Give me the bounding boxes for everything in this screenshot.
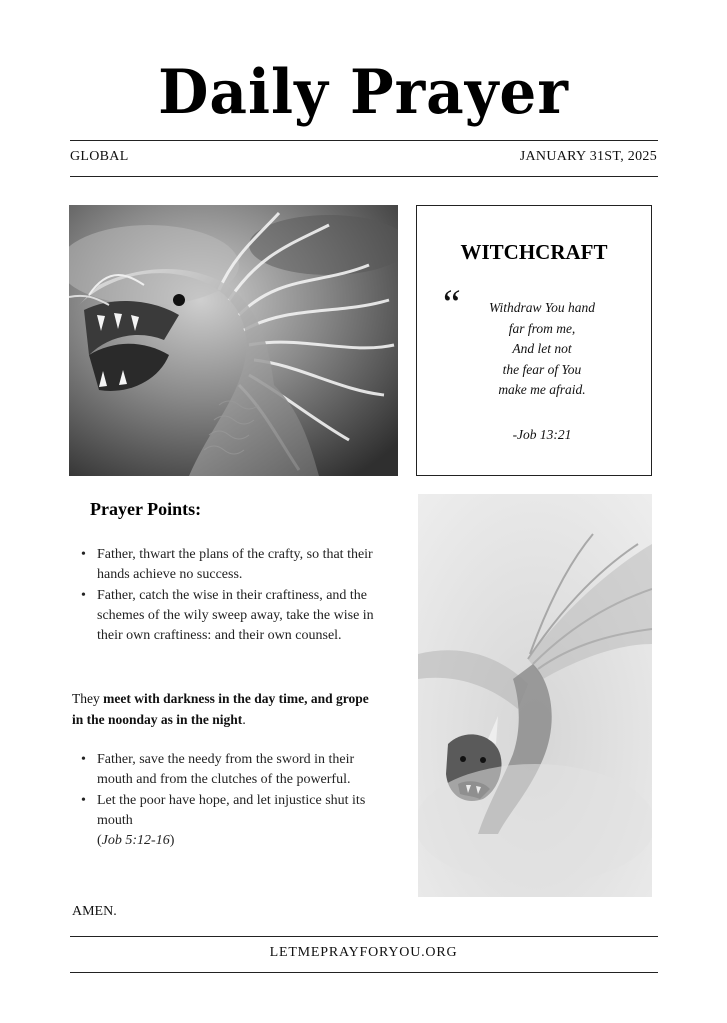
quote-mark-icon: “ [439,281,462,326]
paragraph-prefix: They [72,691,104,706]
quote-box [416,205,652,476]
prayer-point-text: Father, catch the wise in their craftiness, and the schemes of the wily sweep away, take the wise in their own craftiness: and their own counsel. [97,587,374,644]
bullet-icon: • [81,547,86,562]
scripture-reference: Job 5:12-16 [101,833,170,849]
flying-dragon-image [418,494,652,897]
quote-line: Withdraw You hand [488,300,596,315]
list-item [78,586,378,647]
paren-open: ( [97,833,102,849]
footer-rule-top [70,936,658,937]
header-rule-top [70,140,658,141]
list-item [78,791,378,852]
footer-rule-bottom [70,972,658,973]
bullet-icon: • [81,587,86,603]
prayer-point-text: Father, thwart the plans of the crafty, so that their hands achieve no success. [97,547,373,583]
header-rule-bottom [70,176,658,177]
list-item [78,545,378,586]
quote-line: the fear of You [502,361,582,377]
prayer-points-list [78,545,378,646]
prayer-points-heading: Prayer Points: [90,499,202,519]
quote-line: far from me, [508,320,576,336]
prayer-point-text: Let the poor have hope, and let injustice shut its mouth [97,792,366,828]
page-title: Daily Prayer [158,56,569,128]
quote-text [467,298,617,401]
dragon-head-image [69,205,398,476]
bullet-icon: • [81,752,86,767]
region-label: GLOBAL [70,149,129,164]
prayer-point-text: Father, save the needy from the sword in their mouth and from the clutches of the powerful. [97,752,355,788]
quote-heading: WITCHCRAFT [460,240,608,264]
list-item [78,750,378,791]
quote-line: make me afraid. [498,382,586,397]
closing-amen: AMEN. [72,904,117,919]
paragraph-suffix: . [242,712,246,727]
paragraph-bold: meet with darkness in the day time, and grope in the noonday as in the night [72,691,369,727]
scripture-paragraph [72,688,372,730]
quote-line: And let not [512,341,572,356]
date-label: JANUARY 31ST, 2025 [519,149,657,164]
bullet-icon: • [81,792,86,808]
paren-close: ) [169,833,175,849]
footer-website: LETMEPRAYFORYOU.ORG [269,945,458,960]
quote-reference: -Job 13:21 [512,427,572,442]
prayer-points-list [78,750,378,851]
